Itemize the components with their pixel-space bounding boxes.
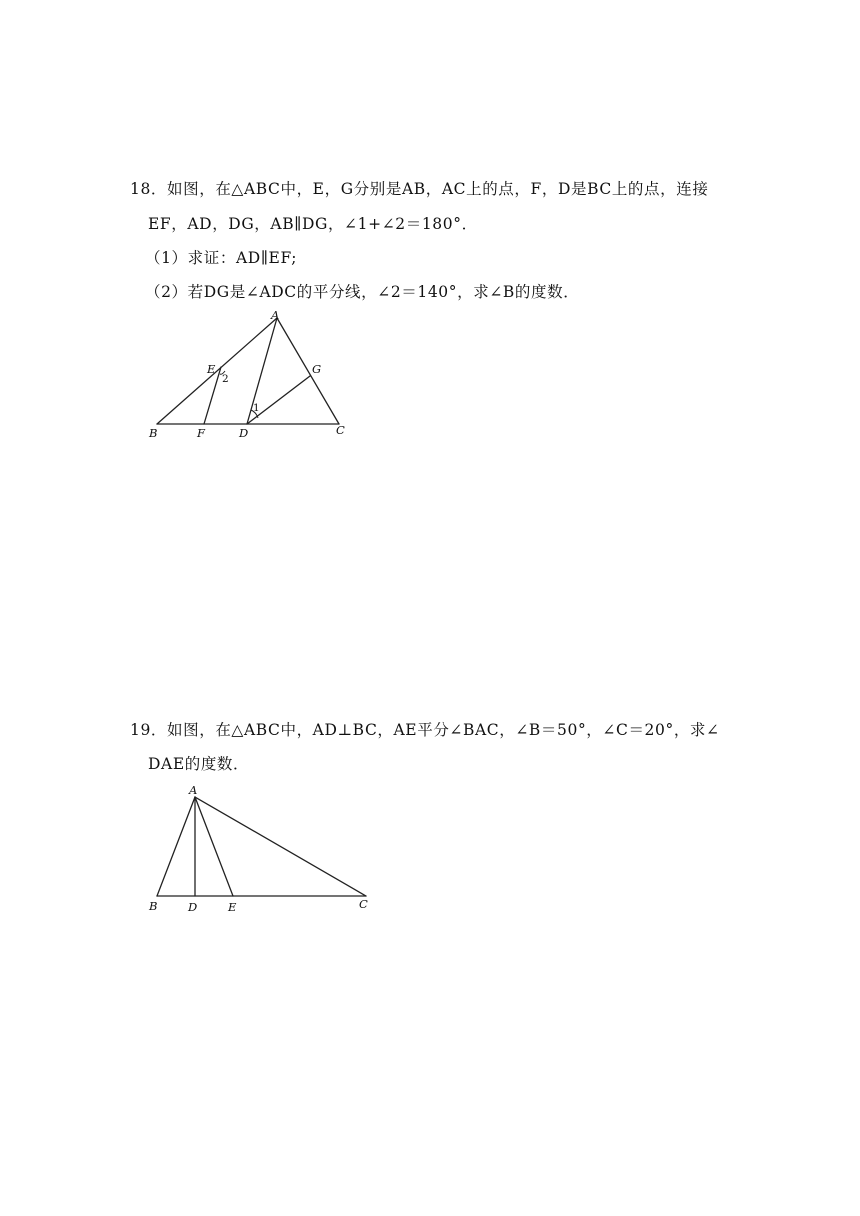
label-c: C	[359, 897, 368, 911]
label-c: C	[336, 423, 345, 437]
segment-ac	[195, 797, 366, 896]
problem-19-line-2: DAE的度数．	[148, 755, 250, 773]
label-b: B	[149, 426, 158, 440]
segment-ae	[195, 797, 233, 896]
label-a: A	[271, 308, 280, 322]
label-e: E	[207, 362, 216, 376]
problem-18-line-1: 18．如图，在△ABC中，E，G分别是AB，AC上的点，F，D是BC上的点，连接	[130, 180, 709, 198]
problem-19-line-1: 19．如图，在△ABC中，AD⊥BC，AE平分∠BAC，∠B＝50°，∠C＝20°，求∠	[130, 721, 720, 739]
problem-18-line-2: EF，AD，DG，AB∥DG，∠1+∠2＝180°．	[148, 215, 478, 233]
label-d: D	[188, 900, 198, 914]
label-b: B	[149, 899, 158, 913]
segment-ab	[157, 797, 195, 896]
label-angle-1: 1	[253, 402, 260, 414]
label-d: D	[239, 426, 249, 440]
label-a: A	[189, 783, 198, 797]
label-e: E	[228, 900, 237, 914]
problem-18-part-2: （2）若DG是∠ADC的平分线，∠2＝140°，求∠B的度数．	[145, 283, 580, 301]
label-g: G	[312, 362, 322, 376]
label-angle-2: 2	[222, 373, 229, 385]
label-f: F	[197, 426, 205, 440]
problem-18-part-1: （1）求证：AD∥EF;	[145, 249, 298, 267]
